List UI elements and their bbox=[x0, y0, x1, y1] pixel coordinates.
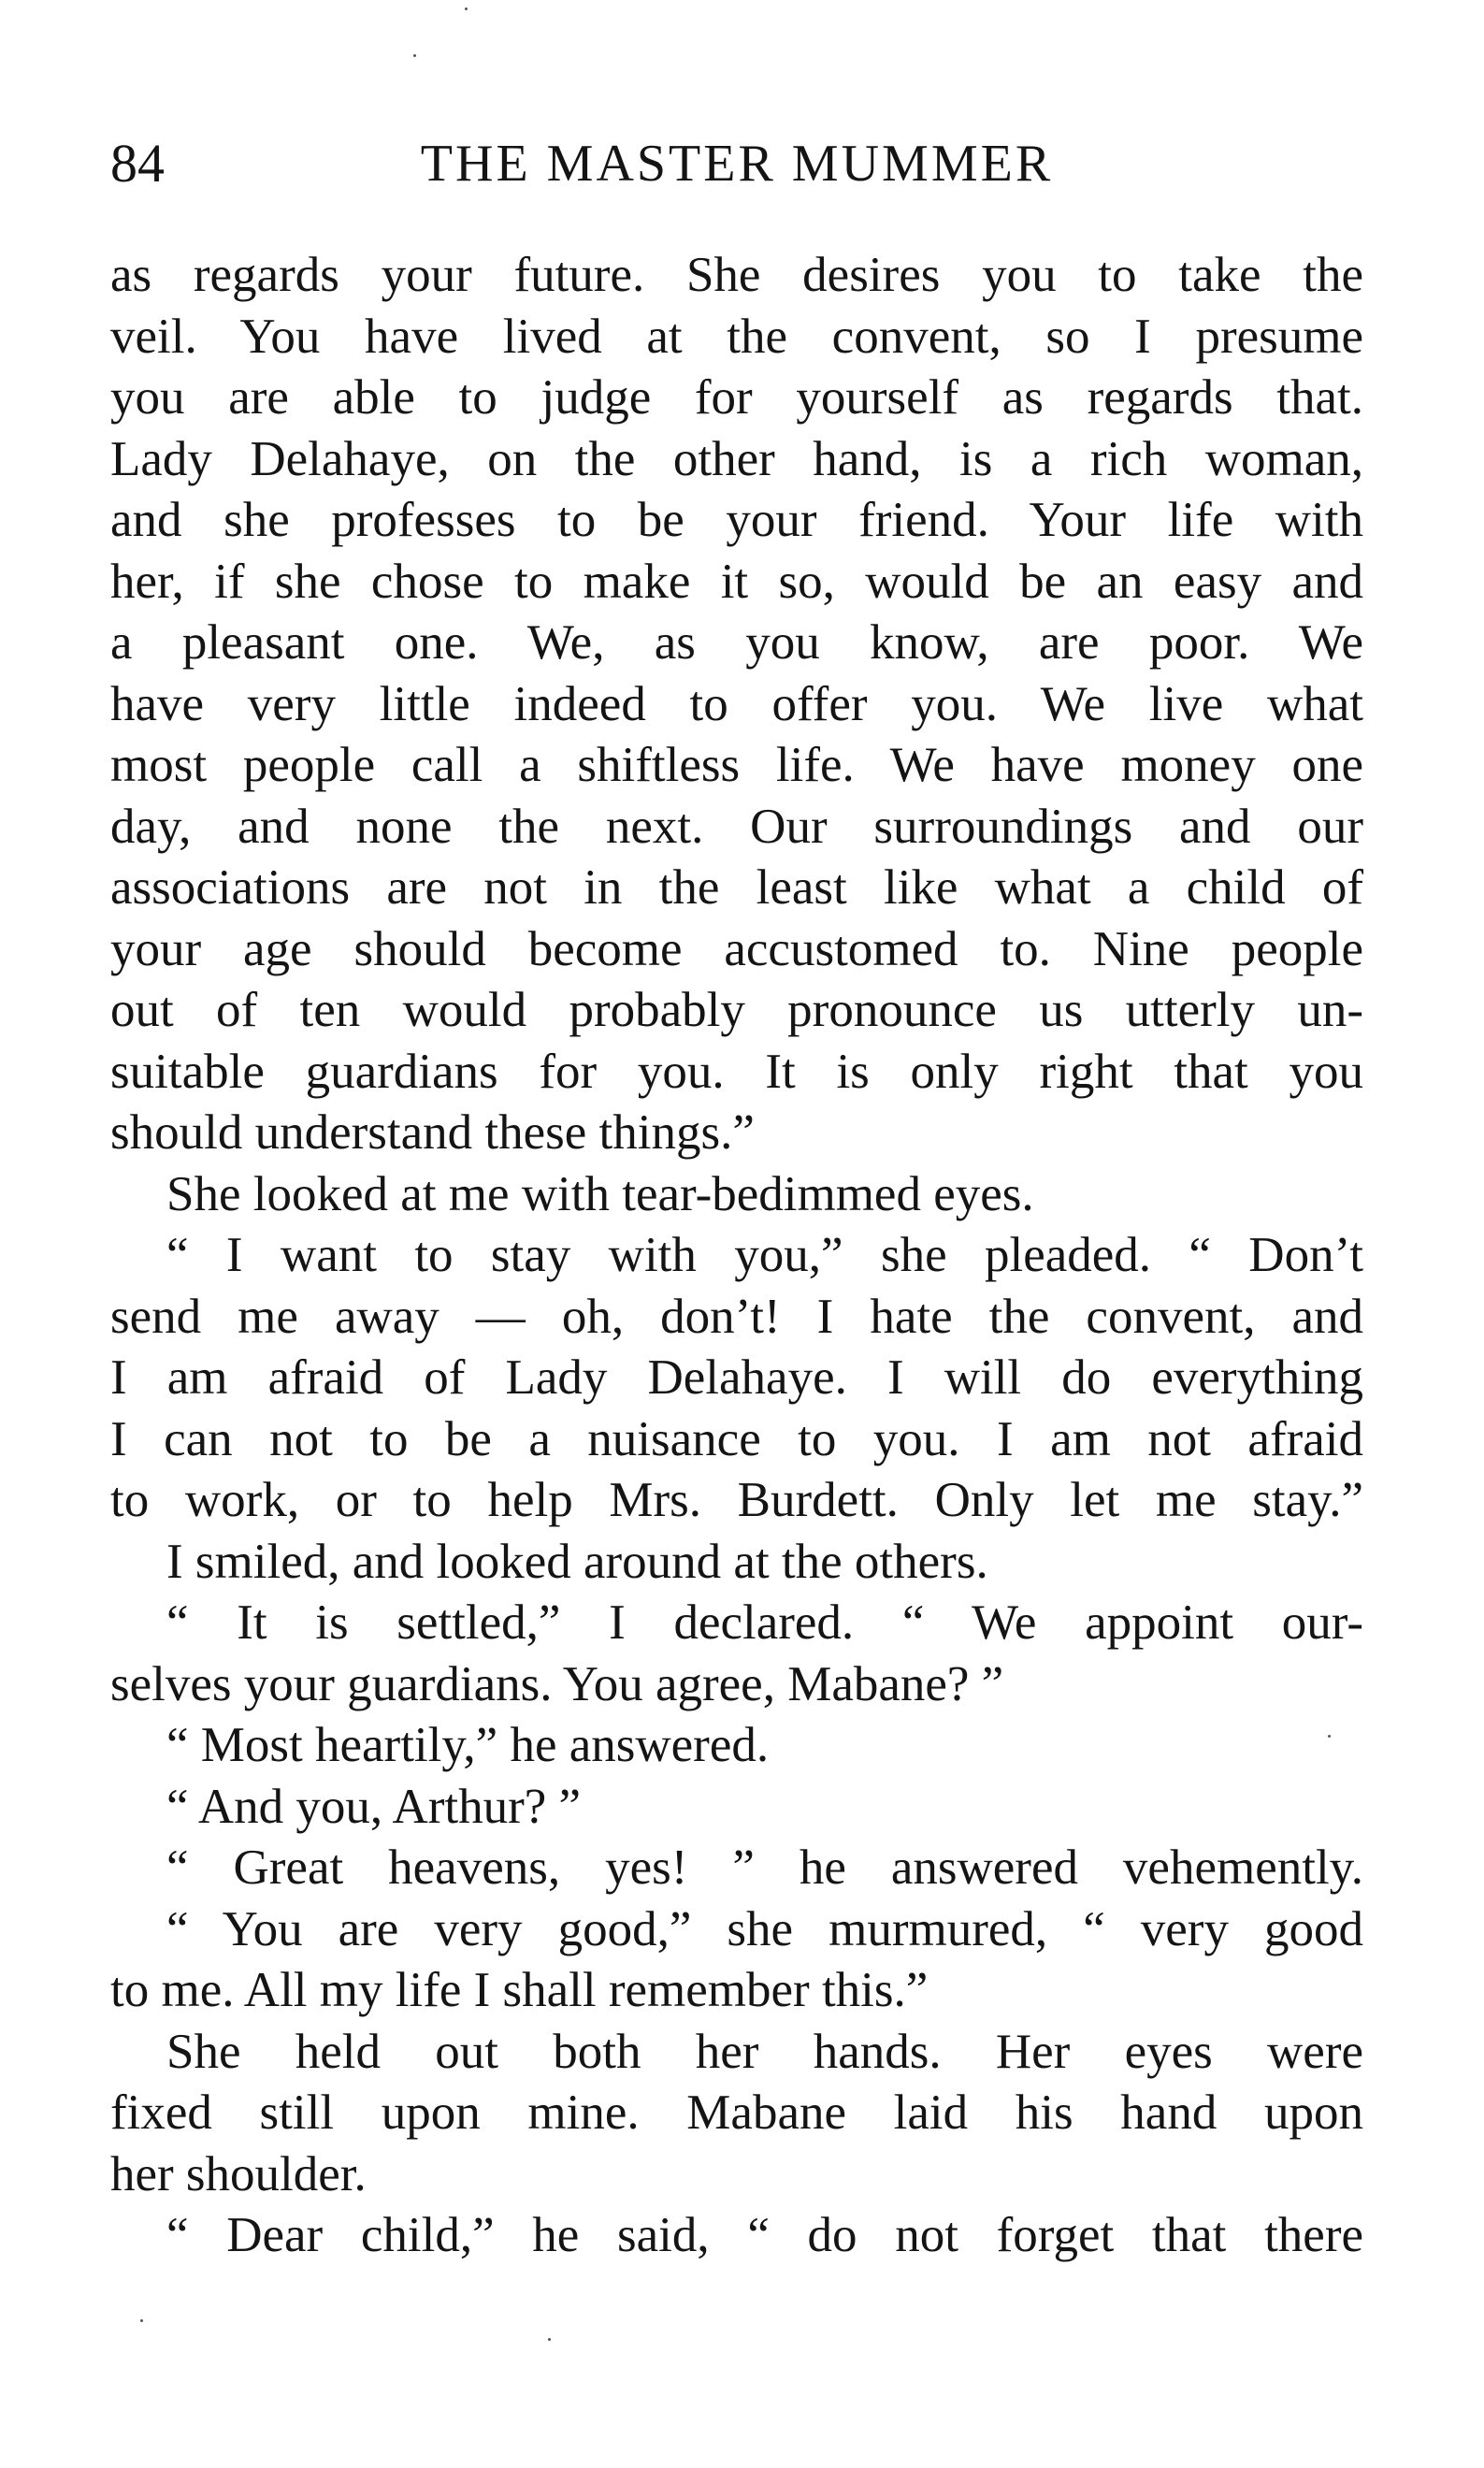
text-line: to me. All my life I shall remember this.” bbox=[110, 1963, 929, 2017]
text-line: “ Dear child,” he said, “ do not forget that there bbox=[166, 2208, 1363, 2262]
scan-speck bbox=[465, 7, 468, 10]
text-line: I smiled, and looked around at the others. bbox=[166, 1534, 988, 1589]
text-line: veil. You have lived at the convent, so I presume bbox=[110, 309, 1363, 364]
text-line: fixed still upon mine. Mabane laid his hand upon bbox=[110, 2086, 1363, 2140]
scan-speck bbox=[1328, 1735, 1331, 1738]
scan-speck bbox=[548, 2338, 551, 2341]
body-text bbox=[110, 245, 1363, 2267]
text-line: day, and none the next. Our surroundings and our bbox=[110, 799, 1363, 854]
text-line: “ I want to stay with you,” she pleaded. “ Don’t bbox=[166, 1228, 1363, 1282]
text-line: associations are not in the least like what a child of bbox=[110, 860, 1363, 915]
text-line: out of ten would probably pronounce us utterly un- bbox=[110, 983, 1363, 1037]
text-line: send me away — oh, don’t! I hate the convent, and bbox=[110, 1289, 1363, 1344]
text-line: selves your guardians. You agree, Mabane? ” bbox=[110, 1656, 1004, 1711]
text-line: “ You are very good,” she murmured, “ very good bbox=[166, 1901, 1363, 1956]
text-line: Lady Delahaye, on the other hand, is a rich woman, bbox=[110, 431, 1363, 486]
text-line: and she professes to be your friend. Your life with bbox=[110, 493, 1363, 547]
running-head bbox=[110, 126, 1363, 201]
text-line: her, if she chose to make it so, would be an easy and bbox=[110, 554, 1363, 609]
text-line: “ It is settled,” I declared. “ We appoint our- bbox=[166, 1595, 1363, 1650]
text-line: to work, or to help Mrs. Burdett. Only let me stay.” bbox=[110, 1473, 1363, 1527]
text-line: I am afraid of Lady Delahaye. I will do everything bbox=[110, 1350, 1363, 1405]
text-line: suitable guardians for you. It is only right that you bbox=[110, 1044, 1363, 1099]
text-line: She held out both her hands. Her eyes were bbox=[166, 2024, 1363, 2079]
text-line: “ Most heartily,” he answered. bbox=[166, 1718, 770, 1772]
text-line: I can not to be a nuisance to you. I am not afraid bbox=[110, 1411, 1363, 1466]
text-line: you are able to judge for yourself as regards that. bbox=[110, 370, 1363, 425]
text-line: should understand these things.” bbox=[110, 1105, 755, 1160]
text-line: most people call a shiftless life. We have money one bbox=[110, 738, 1363, 792]
text-line: “ Great heavens, yes! ” he answered vehemently. bbox=[166, 1840, 1363, 1895]
text-line: your age should become accustomed to. Nine people bbox=[110, 921, 1363, 976]
text-line: have very little indeed to offer you. We live what bbox=[110, 676, 1363, 731]
text-line: as regards your future. She desires you to take the bbox=[110, 248, 1363, 302]
text-line: a pleasant one. We, as you know, are poor. We bbox=[110, 615, 1363, 670]
running-title: THE MASTER MUMMER bbox=[420, 135, 1054, 193]
page-number: 84 bbox=[110, 133, 165, 194]
scan-speck bbox=[140, 2319, 143, 2322]
text-line: her shoulder. bbox=[110, 2146, 367, 2201]
scan-speck bbox=[413, 54, 416, 57]
text-line: “ And you, Arthur? ” bbox=[166, 1779, 582, 1834]
text-line: She looked at me with tear-bedimmed eyes. bbox=[166, 1166, 1034, 1221]
